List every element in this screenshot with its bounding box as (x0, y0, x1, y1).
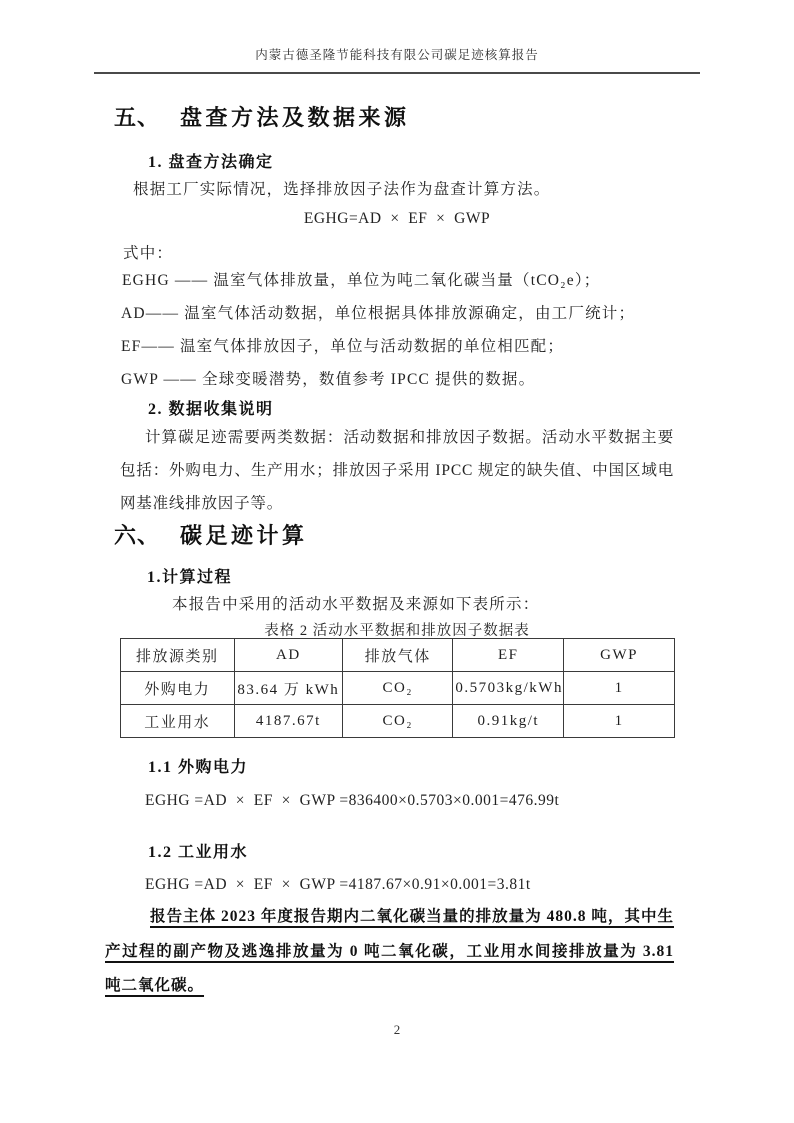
section-5-heading (114, 101, 410, 132)
formula-eghg: EGHG=AD × EF × GWP (303, 210, 491, 227)
table-cell: CO₂ (343, 705, 453, 738)
table-cell: 工业用水 (121, 705, 235, 738)
para-data-collection: 计算碳足迹需要两类数据：活动数据和排放因子数据。活动水平数据主要包括：外购电力、生产用水；排放因子采用 IPCC 规定的缺失值、中国区域电网基准线排放因子等。 (120, 429, 674, 512)
table-header-cell: 排放气体 (343, 639, 453, 672)
heading-industrial-water: 1.2 工业用水 (148, 844, 249, 861)
table-cell: 外购电力 (121, 672, 235, 705)
table-header-row (121, 639, 675, 672)
definition-ad: AD—— 温室气体活动数据，单位根据具体排放源确定，由工厂统计； (121, 305, 636, 322)
section-5-number: 五、 (114, 105, 161, 130)
conclusion-paragraph: 报告主体 2023 年度报告期内二氧化碳当量的排放量为 480.8 吨，其中生产过程的副产物及逃逸排放量为 0 吨二氧化碳，工业用水间接排放量为 3.81 吨二氧化碳。 (105, 908, 674, 994)
table-cell: 0.91kg/t (453, 705, 564, 738)
formula-electricity: EGHG =AD × EF × GWP =836400×0.5703×0.001=476.99t (145, 792, 560, 809)
heading-purchased-electricity: 1.1 外购电力 (148, 759, 249, 776)
para-method-choice: 根据工厂实际情况，选择排放因子法作为盘查计算方法。 (133, 181, 551, 198)
table-cell: 83.64 万 kWh (234, 672, 343, 705)
table-cell: 0.5703kg/kWh (453, 672, 564, 705)
section-6-number: 六、 (114, 523, 161, 548)
table-cell: 4187.67t (234, 705, 343, 738)
table-cell: 1 (564, 705, 675, 738)
section-6-title: 碳足迹计算 (180, 523, 308, 548)
table-caption: 表格 2 活动水平数据和排放因子数据表 (264, 623, 530, 639)
heading-data-collection: 2. 数据收集说明 (148, 401, 274, 418)
formula-water: EGHG =AD × EF × GWP =4187.67×0.91×0.001=3.81t (145, 876, 531, 893)
section-5-title: 盘查方法及数据来源 (180, 105, 410, 130)
header-title: 内蒙古德圣隆节能科技有限公司碳足迹核算报告 (255, 48, 539, 62)
definition-gwp: GWP —— 全球变暖潜势，数值参考 IPCC 提供的数据。 (121, 371, 536, 388)
table-header-cell: GWP (564, 639, 675, 672)
activity-data-table (120, 638, 675, 738)
table-header-cell: EF (453, 639, 564, 672)
table-cell: 1 (564, 672, 675, 705)
para-table-intro: 本报告中采用的活动水平数据及来源如下表所示： (172, 596, 540, 613)
table-header-cell: 排放源类别 (121, 639, 235, 672)
heading-calc-process: 1.计算过程 (147, 569, 233, 586)
table-row (121, 705, 675, 738)
section-6-heading (114, 519, 308, 550)
formula-intro: 式中： (123, 245, 174, 262)
table-row (121, 672, 675, 705)
definition-ef: EF—— 温室气体排放因子，单位与活动数据的单位相匹配； (121, 338, 565, 355)
page-header (94, 46, 700, 74)
table-header-cell: AD (234, 639, 343, 672)
heading-survey-method: 1. 盘查方法确定 (148, 154, 274, 171)
table-cell: CO₂ (343, 672, 453, 705)
definition-eghg: EGHG —— 温室气体排放量，单位为吨二氧化碳当量（tCO₂e）； (122, 272, 601, 289)
page-number: 2 (393, 1022, 401, 1037)
